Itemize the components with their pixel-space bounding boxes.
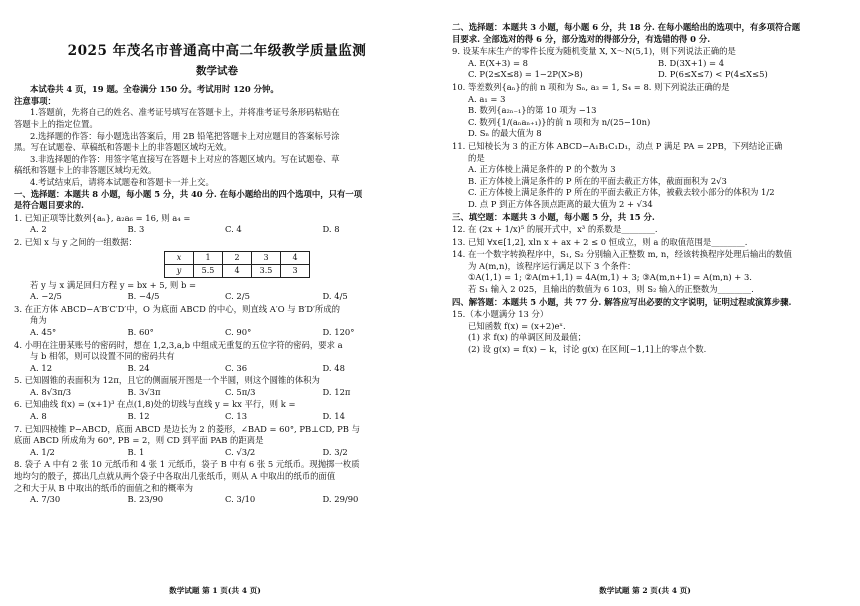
- question-1: 1. 已知正项等比数列{aₙ}, a₂a₆ = 16, 则 a₄ =: [14, 212, 191, 223]
- data-table: [164, 251, 310, 278]
- question-15-cont: (2) 设 g(x) = f(x) − k，讨论 g(x) 在区间[−1,1]上的零点个数.: [468, 344, 707, 355]
- option: C. 数列{1/(aₙaₙ₊₁)}的前 n 项和为 n/(25−10n): [468, 116, 651, 127]
- question-2-body: 若 y 与 x 满足回归方程 y = bx + 5, 则 b =: [30, 279, 196, 290]
- option: C. 5π/3: [225, 386, 256, 397]
- question-7: 7. 已知四棱锥 P−ABCD，底面 ABCD 是边长为 2 的菱形，∠BAD = 60°, PB⊥CD, PB 与: [14, 423, 360, 434]
- question-8-options: [14, 494, 420, 506]
- option: B. −4/5: [127, 291, 160, 302]
- table-cell: 1: [194, 251, 223, 264]
- question-6-options: [14, 411, 420, 423]
- table-row: [165, 264, 310, 277]
- option: B. 24: [127, 362, 150, 373]
- option: D. Sₙ 的最大值为 8: [468, 128, 542, 139]
- exam-title: 2025 年茂名市普通高中高二年级教学质量监测: [67, 43, 367, 59]
- section-heading: 是符合题目要求的.: [14, 200, 84, 211]
- option: A. 12: [30, 362, 53, 373]
- option: B. D(3X+1) = 4: [658, 57, 725, 68]
- notice-line: 1.答题前，先将自己的姓名、准考证号填写在答题卡上，并将准考证号条形码粘贴在: [30, 107, 340, 118]
- question-14-cont: ①A(1,1) = 1; ②A(m+1,1) = 4A(m,1) + 3; ③A(m,n+1) = A(m,n) + 3.: [468, 272, 752, 283]
- question-15: 15.（本小题满分 13 分）: [452, 309, 549, 320]
- table-cell: 3: [281, 264, 310, 277]
- section-heading: 四、解答题：本题共 5 小题，共 77 分. 解答应写出必要的文字说明，证明过程或演算步骤.: [452, 296, 792, 307]
- option: C. 90°: [225, 326, 252, 337]
- option: D. 14: [322, 411, 345, 422]
- question-9-options-row2: [452, 69, 848, 81]
- option: B. 数列{a₂ₙ₋₁}的第 10 项为 −13: [468, 105, 597, 116]
- option: C. 4: [225, 224, 242, 235]
- table-cell: 4: [281, 251, 310, 264]
- option: C. 3/10: [225, 494, 256, 505]
- option: D. 8: [322, 224, 340, 235]
- option: C. 36: [225, 362, 248, 373]
- option: C. √3/2: [225, 446, 256, 457]
- option: B. 正方体棱上满足条件的 P 所在的平面去截正方体，截面面积为 2√3: [468, 175, 727, 186]
- page-footer: 数学试题 第 2 页(共 4 页): [599, 585, 691, 595]
- question-15-cont: 已知函数 f(x) = (x+2)eˣ.: [468, 320, 566, 331]
- page-2: [430, 0, 860, 606]
- question-1-options: [14, 224, 420, 236]
- table-cell: y: [165, 264, 194, 277]
- table-cell: x: [165, 251, 194, 264]
- option: D. 3/2: [322, 446, 348, 457]
- question-13: 13. 已知 ∀x∈[1,2], xln x + ax + 2 ≤ 0 恒成立，则 a 的取值范围是________.: [452, 236, 748, 247]
- section-heading: 二、选择题：本题共 3 小题，每小题 6 分，共 18 分. 在每小题给出的选项中，有多项符合题: [452, 22, 801, 32]
- question-2-options: [14, 291, 420, 303]
- table-cell: 3: [252, 251, 281, 264]
- question-5-options: [14, 387, 420, 399]
- notice-line: 答题卡上的指定位置。: [14, 119, 98, 130]
- question-9: 9. 设某车床生产的零件长度为随机变量 X, X～N(5,1)，则下列说法正确的是: [452, 46, 736, 57]
- option: B. 23/90: [127, 494, 164, 505]
- option: D. 点 P 到正方体各顶点距离的最大值为 2 + √34: [468, 198, 653, 209]
- option: C. 2/5: [225, 291, 250, 302]
- table-cell: 2: [223, 251, 252, 264]
- question-14: 14. 在一个数字转换程序中，S₁, S₂ 分别输入正整数 m, n，经该转换程序处理后输出的数值: [452, 249, 792, 260]
- page-footer: 数学试题 第 1 页(共 4 页): [169, 585, 261, 595]
- table-cell: 5.5: [194, 264, 223, 277]
- option: D. 120°: [322, 326, 355, 337]
- table-cell: 4: [223, 264, 252, 277]
- option: A. 8: [30, 411, 47, 422]
- notice-line: 稿纸和答题卡上的非答题区域均无效。: [14, 165, 157, 176]
- option: A. E(X+3) = 8: [468, 57, 528, 68]
- section-heading: 三、填空题：本题共 3 小题，每小题 5 分，共 15 分.: [452, 211, 655, 222]
- option: B. 12: [127, 411, 150, 422]
- table-row: [165, 251, 310, 264]
- question-15-cont: (1) 求 f(x) 的单调区间及最值；: [468, 332, 586, 343]
- option: A. a₁ = 3: [468, 93, 506, 104]
- question-3: 3. 在正方体 ABCD−A′B′C′D′中，O 为底面 ABCD 的中心，则直线 A′O 与 B′D′所成的: [14, 303, 341, 314]
- option: D. 4/5: [322, 291, 348, 302]
- section-heading: 目要求. 全部选对的得 6 分，部分选对的得部分分，有选错的得 0 分.: [452, 33, 711, 44]
- question-4-options: [14, 363, 420, 375]
- notice-line: 2.选择题的作答：每小题选出答案后，用 2B 铅笔把答题卡上对应题目的答案标号涂: [30, 130, 340, 141]
- question-3-options: [14, 327, 420, 339]
- notice-line: 3.非选择题的作答：用签字笔直接写在答题卡上对应的答题区域内。写在试题卷、草: [30, 153, 340, 164]
- question-7-options: [14, 447, 420, 459]
- table-cell: 3.5: [252, 264, 281, 277]
- question-5: 5. 已知圆锥的表面积为 12π，且它的侧面展开图是一个半圆，则这个圆锥的体积为: [14, 375, 320, 386]
- question-8-cont: 地均匀的骰子，掷出几点就从两个袋子中各取出几张纸币，则从 A 中取出的纸币的面值: [14, 471, 336, 482]
- option: B. 1: [127, 446, 145, 457]
- notice-title: 注意事项：: [14, 95, 56, 106]
- option: A. 正方体棱上满足条件的 P 的个数为 3: [468, 164, 616, 175]
- option: D. 48: [322, 362, 345, 373]
- question-14-cont: 若 S₁ 输入 2 025，且输出的数值为 6 103，则 S₂ 输入的正整数为________.: [468, 284, 754, 295]
- option: B. 3√3π: [127, 386, 161, 397]
- question-2: 2. 已知 x 与 y 之间的一组数据：: [14, 236, 137, 247]
- option: C. 正方体棱上满足条件的 P 所在的平面去截正方体，被截去较小部分的体积为 1/2: [468, 187, 775, 198]
- question-7-cont: 底面 ABCD 所成角为 60°, PB = 2，则 CD 到平面 PAB 的距离是: [14, 435, 264, 446]
- option: C. P(2≤X≤8) = 1−2P(X>8): [468, 69, 583, 80]
- option: A. 8√3π/3: [30, 386, 72, 397]
- question-8-cont: 之和大于从 B 中取出的纸币的面值之和的概率为: [14, 482, 193, 493]
- question-4-cont: 与 b 相邻，则可以设置不同的密码共有: [30, 351, 175, 362]
- question-11-cont: 的是: [468, 152, 485, 163]
- notice-line: 4.考试结束后，请将本试题卷和答题卡一并上交。: [30, 176, 214, 187]
- question-6: 6. 已知曲线 f(x) = (x+1)³ 在点(1,8)处的切线与直线 y = kx 平行，则 k =: [14, 399, 296, 410]
- question-9-options-row1: [452, 58, 848, 70]
- option: B. 60°: [127, 326, 154, 337]
- option: C. 13: [225, 411, 248, 422]
- exam-subtitle: 数学试卷: [196, 64, 238, 77]
- option: D. 29/90: [322, 494, 359, 505]
- question-4: 4. 小明在注册某账号的密码时，想在 1,2,3,a,b 中组成无重复的五位字符的密码，要求 a: [14, 339, 343, 350]
- section-heading: 一、选择题：本题共 8 小题，每小题 5 分，共 40 分. 在每小题给出的四个选项中，只有一项: [14, 188, 363, 199]
- question-8: 8. 袋子 A 中有 2 张 10 元纸币和 4 张 1 元纸币，袋子 B 中有 6 张 5 元纸币。现抛掷一枚质: [14, 459, 360, 470]
- question-3-cont: 角为: [30, 315, 47, 326]
- option: A. 2: [30, 224, 47, 235]
- question-10: 10. 等差数列{aₙ}的前 n 项和为 Sₙ, a₃ = 1, S₄ = 8. 则下列说法正确的是: [452, 81, 730, 92]
- notice-line: 黑。写在试题卷、草稿纸和答题卡上的非答题区域均无效。: [14, 142, 232, 153]
- question-14-cont: 为 A(m,n)，该程序运行满足以下 3 个条件：: [468, 260, 636, 271]
- option: A. 45°: [30, 326, 57, 337]
- question-12: 12. 在 (2x + 1/x)⁵ 的展开式中，x³ 的系数是________.: [452, 224, 658, 235]
- option: D. 12π: [322, 386, 351, 397]
- option: D. P(6≤X≤7) < P(4≤X≤5): [658, 69, 768, 80]
- question-11: 11. 已知棱长为 3 的正方体 ABCD−A₁B₁C₁D₁，动点 P 满足 PA = 2PB，下列结论正确: [452, 140, 783, 151]
- option: A. 1/2: [30, 446, 55, 457]
- option: A. 7/30: [30, 494, 61, 505]
- exam-info: 本试卷共 4 页，19 题。全卷满分 150 分。考试用时 120 分钟。: [30, 84, 279, 95]
- option: A. −2/5: [30, 291, 62, 302]
- option: B. 3: [127, 224, 145, 235]
